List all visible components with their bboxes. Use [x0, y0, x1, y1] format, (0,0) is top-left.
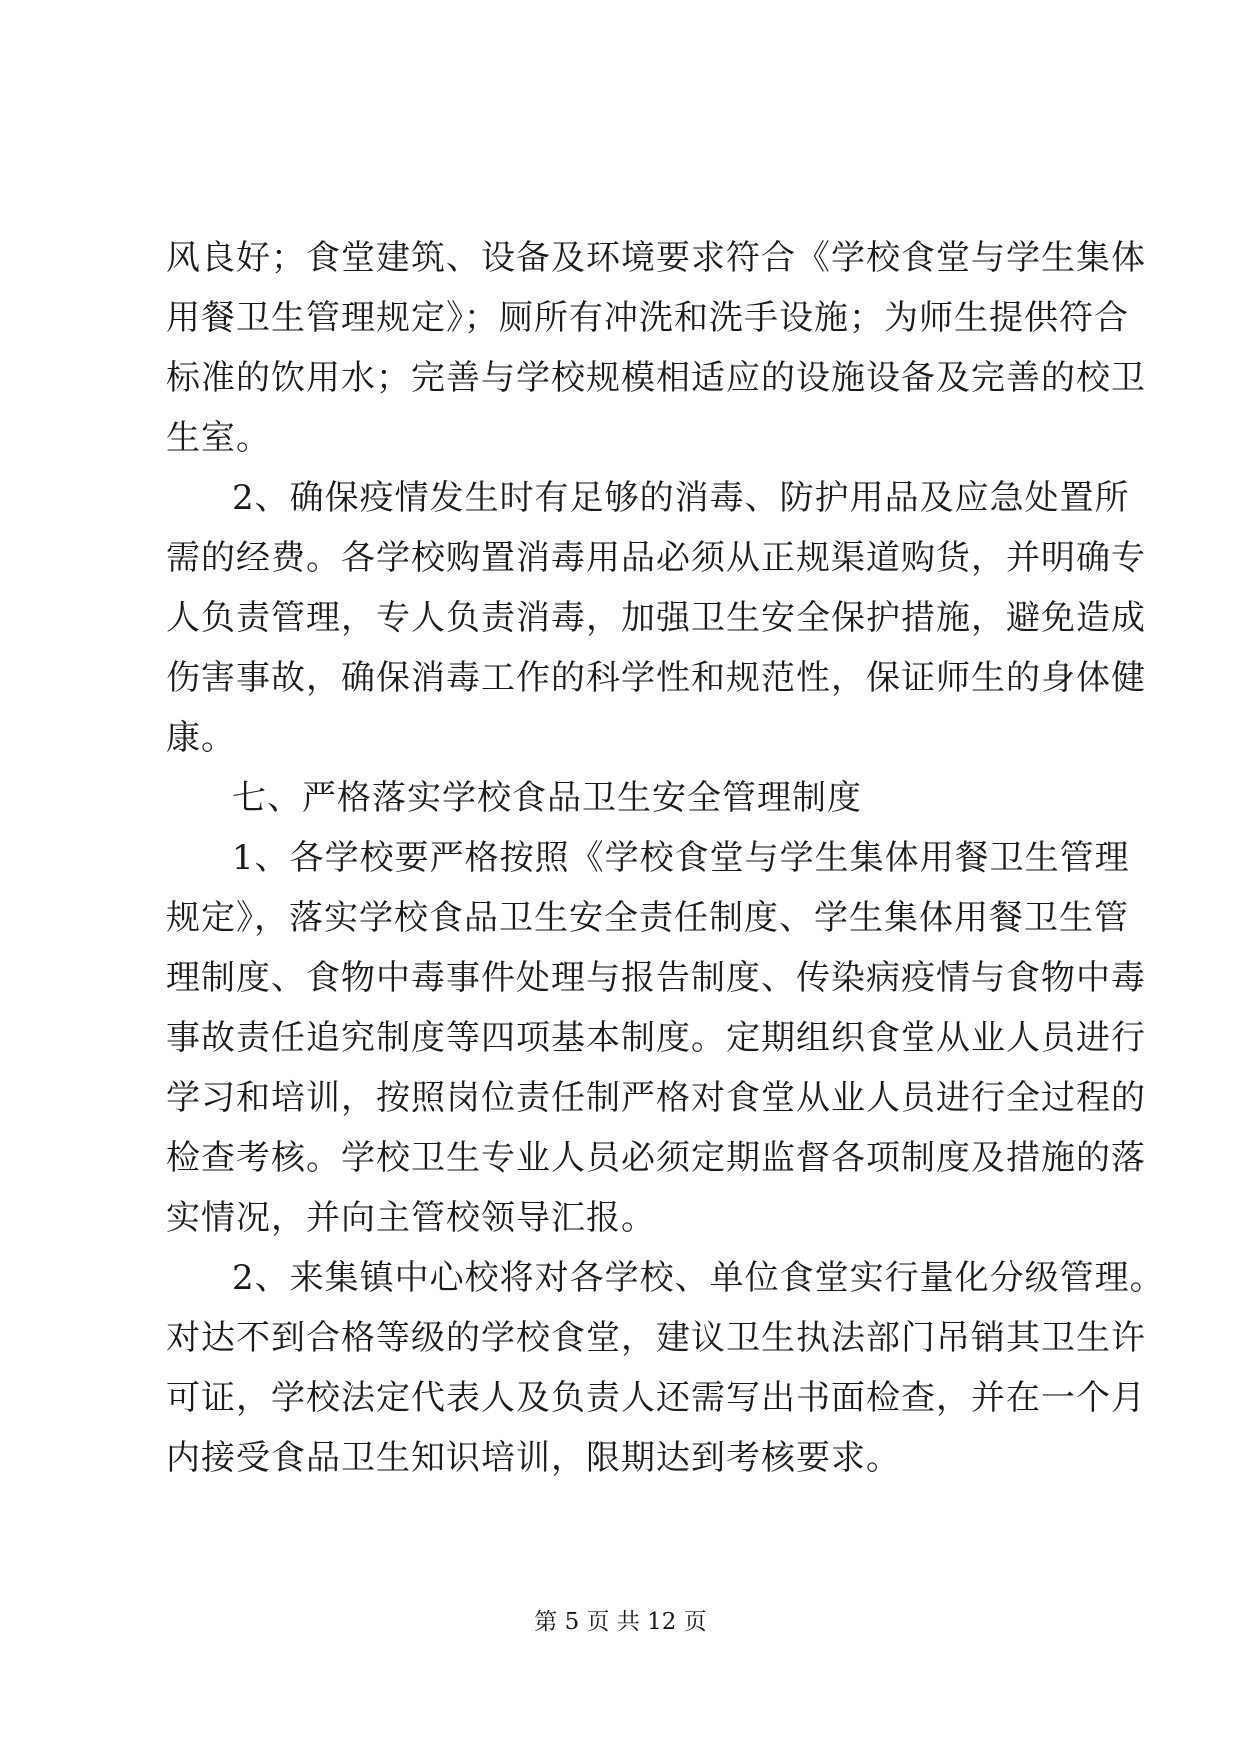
text-line: 生室。 [166, 418, 271, 458]
text-line: 标准的饮用水；完善与学校规模相适应的设施设备及完善的校卫 [166, 358, 1146, 398]
text-line: 内接受食品卫生知识培训，限期达到考核要求。 [166, 1438, 901, 1478]
text-line: 康。 [166, 718, 236, 758]
text-line: 检查考核。学校卫生专业人员必须定期监督各项制度及措施的落 [166, 1138, 1146, 1178]
text-line: 需的经费。各学校购置消毒用品必须从正规渠道购货，并明确专 [166, 538, 1146, 578]
text-line: 2、确保疫情发生时有足够的消毒、防护用品及应急处置所 [232, 478, 1130, 518]
text-line: 风良好；食堂建筑、设备及环境要求符合《学校食堂与学生集体 [166, 238, 1146, 278]
text-line: 用餐卫生管理规定》；厕所有冲洗和洗手设施；为师生提供符合 [166, 298, 1129, 338]
text-line: 学习和培训，按照岗位责任制严格对食堂从业人员进行全过程的 [166, 1078, 1146, 1118]
text-line: 伤害事故，确保消毒工作的科学性和规范性，保证师生的身体健 [166, 658, 1146, 698]
text-line: 事故责任追究制度等四项基本制度。定期组织食堂从业人员进行 [166, 1018, 1146, 1058]
text-line: 理制度、食物中毒事件处理与报告制度、传染病疫情与食物中毒 [166, 958, 1146, 998]
page-number-footer: 第 5 页 共 12 页 [534, 1609, 707, 1635]
text-line: 规定》，落实学校食品卫生安全责任制度、学生集体用餐卫生管 [166, 898, 1129, 938]
section-heading: 七、严格落实学校食品卫生安全管理制度 [232, 778, 862, 818]
text-line: 对达不到合格等级的学校食堂，建议卫生执法部门吊销其卫生许 [166, 1318, 1146, 1358]
text-line: 2、来集镇中心校将对各学校、单位食堂实行量化分级管理。 [232, 1258, 1165, 1298]
text-line: 1、各学校要严格按照《学校食堂与学生集体用餐卫生管理 [232, 838, 1130, 878]
text-line: 可证，学校法定代表人及负责人还需写出书面检查，并在一个月 [166, 1378, 1146, 1418]
text-line: 实情况，并向主管校领导汇报。 [166, 1198, 656, 1238]
text-line: 人负责管理，专人负责消毒，加强卫生安全保护措施，避免造成 [166, 598, 1146, 638]
